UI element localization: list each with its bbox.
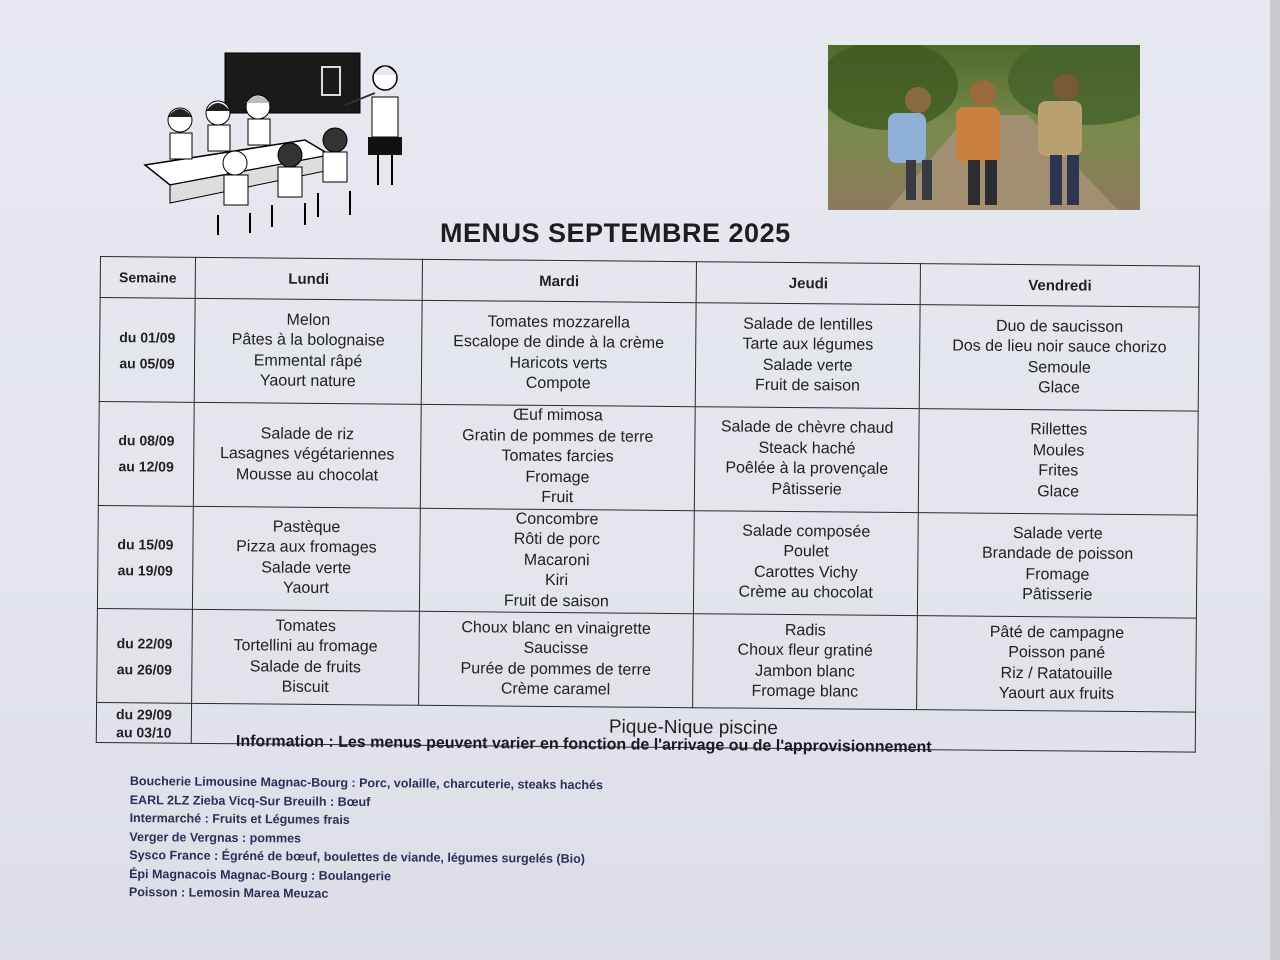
dish-item: Glace [1038, 379, 1081, 397]
supplier-line: Boucherie Limousine Magnac-Bourg : Porc, volaille, charcuterie, steaks hachés [129, 773, 604, 793]
dish-item: Tortellini au fromage [233, 637, 378, 656]
dish-item: Escalope de dinde à la crème [453, 333, 665, 352]
week-row [97, 608, 1197, 712]
dish-item: Haricots verts [509, 354, 608, 372]
dish-item: Yaourt [282, 579, 330, 598]
dish-item: Melon [286, 311, 331, 329]
supplier-line: EARL 2LZ Zieba Vicq-Sur Breuilh : Bœuf [129, 792, 371, 809]
menu-cell-jeudi [692, 614, 917, 710]
picnic-cell: Pique-Nique piscine [191, 703, 1195, 752]
supplier-line: Intermarché : Fruits et Légumes frais [129, 810, 350, 827]
dish-item: Pizza aux fromages [236, 538, 377, 557]
menu-cell-vendredi [918, 512, 1198, 618]
dish-item: Pastèque [272, 518, 341, 536]
supplier-line: Sysco France : Égréné de bœuf, boulettes de viande, légumes surgelés (Bio) [129, 847, 585, 866]
dish-item: Poisson pané [1008, 643, 1106, 662]
supplier-line: Épi Magnacois Magnac-Bourg : Boulangerie [129, 866, 392, 883]
dish-item: Radis [784, 621, 826, 639]
menu-cell-mardi [419, 508, 694, 614]
menu-cell-mardi [418, 611, 693, 707]
header-mardi: Mardi [422, 259, 696, 302]
dish-item: Moules [1032, 441, 1085, 460]
dish-item: Duo de saucisson [995, 317, 1124, 336]
dish-item: Gratin de pommes de terre [462, 426, 654, 446]
dish-item: Salade composée [742, 522, 871, 541]
week-dates [97, 608, 193, 703]
dish-item: Crème caramel [500, 680, 611, 699]
week-dates [96, 702, 191, 743]
supplier-line: Poisson : Lemosin Marea Meuzac [128, 884, 329, 901]
week-date-to: au 12/09 [118, 458, 174, 475]
menu-cell-lundi [193, 402, 421, 507]
week-row [97, 505, 1197, 618]
menu-cell-jeudi [695, 303, 920, 409]
week-date-to: au 05/09 [119, 354, 175, 372]
menu-cell-vendredi [920, 305, 1200, 411]
week-dates [97, 505, 193, 609]
week-row [98, 401, 1198, 514]
menu-table [96, 256, 1200, 740]
dish-item: Poêlée à la provençale [725, 459, 889, 479]
dish-item: Œuf mimosa [513, 406, 603, 425]
dish-item: Salade verte [762, 356, 853, 375]
dish-item: Choux blanc en vinaigrette [461, 618, 651, 638]
dish-item: Pâtes à la bolognaise [231, 331, 385, 350]
dish-item: Emmental râpé [253, 351, 363, 370]
menu-cell-lundi [192, 609, 420, 705]
menu-cell-vendredi [917, 616, 1196, 712]
dish-item: Compote [525, 374, 591, 393]
header-semaine: Semaine [100, 257, 195, 299]
dish-item: Biscuit [281, 678, 329, 697]
children-photo [828, 45, 1140, 210]
dish-item: Tomates mozzarella [487, 312, 630, 332]
dish-item: Fruit [541, 488, 574, 507]
dish-item: Yaourt aux fruits [998, 684, 1115, 703]
dish-item: Dos de lieu noir sauce chorizo [952, 337, 1167, 357]
menu-cell-mardi [420, 404, 695, 510]
week-row [99, 298, 1199, 412]
dish-item: Fruit de saison [503, 592, 609, 610]
week-date-to: au 19/09 [117, 561, 173, 579]
dish-item: Jambon blanc [755, 662, 855, 681]
page-title: MENUS SEPTEMBRE 2025 [440, 218, 791, 248]
header-vendredi: Vendredi [920, 264, 1199, 307]
week-date-from: du 01/09 [119, 328, 176, 346]
dish-item: Pâté de campagne [989, 623, 1125, 642]
menu-cell-vendredi [919, 409, 1199, 515]
dish-item: Fromage [1025, 565, 1090, 584]
week-date-from: du 22/09 [116, 634, 173, 652]
header-jeudi: Jeudi [696, 262, 921, 305]
supplier-line: Verger de Vergnas : pommes [129, 829, 302, 845]
dish-item: Crème au chocolat [738, 583, 873, 603]
dish-item: Salade verte [261, 559, 352, 577]
dish-item: Purée de pommes de terre [460, 659, 651, 679]
dish-item: Kiri [544, 571, 569, 590]
dish-item: Lasagnes végétariennes [219, 445, 395, 464]
dish-item: Macaroni [523, 551, 590, 569]
classroom-illustration [140, 45, 425, 240]
dish-item: Pâtisserie [1022, 586, 1093, 604]
menu-cell-jeudi [693, 510, 918, 615]
dish-item: Yaourt nature [259, 372, 356, 391]
dish-item: Poulet [783, 543, 829, 561]
dish-item: Tomates farcies [501, 447, 614, 466]
menu-cell-mardi [421, 300, 696, 406]
dish-item: Salade de fruits [249, 657, 362, 676]
week-dates [98, 401, 194, 505]
menu-cell-lundi [192, 506, 420, 611]
dish-item: Rillettes [1030, 421, 1088, 439]
dish-item: Semoule [1027, 358, 1091, 377]
dish-item: Pâtisserie [771, 480, 842, 499]
dish-item: Rôti de porc [513, 530, 601, 549]
dish-item: Mousse au chocolat [235, 465, 379, 484]
week-date-to: au 26/09 [116, 660, 173, 678]
header-lundi: Lundi [195, 257, 422, 300]
dish-item: Salade de riz [260, 424, 355, 443]
dish-item: Salade verte [1012, 524, 1103, 543]
dish-item: Frites [1038, 462, 1079, 480]
menu-cell-jeudi [694, 407, 919, 512]
dish-item: Concombre [515, 510, 599, 528]
suppliers-list [129, 772, 750, 907]
dish-item: Carottes Vichy [753, 563, 858, 582]
week-date-from: du 08/09 [118, 432, 175, 449]
dish-item: Brandade de poisson [981, 544, 1134, 564]
dish-item: Salade de chèvre chaud [720, 418, 894, 438]
dish-item: Steack haché [758, 439, 856, 458]
dish-item: Choux fleur gratiné [737, 641, 873, 660]
week-dates [99, 298, 195, 403]
dish-item: Tomates [275, 617, 337, 635]
information-note: Information : Les menus peuvent varier en fonction de l'arrivage ou de l'approvisionnement [235, 733, 932, 757]
dish-item: Fruit de saison [754, 376, 861, 395]
dish-item: Fromage [525, 468, 590, 486]
dish-item: Saucisse [523, 639, 589, 658]
week-date-to: au 03/10 [116, 723, 172, 741]
dish-item: Fromage blanc [751, 682, 859, 701]
menu-cell-lundi [194, 298, 422, 404]
week-date-from: du 15/09 [117, 535, 174, 553]
dish-item: Salade de lentilles [743, 315, 874, 334]
dish-item: Tarte aux légumes [742, 335, 874, 354]
dish-item: Glace [1037, 482, 1080, 501]
dish-item: Riz / Ratatouille [1000, 664, 1113, 683]
week-date-from: du 29/09 [115, 705, 173, 723]
